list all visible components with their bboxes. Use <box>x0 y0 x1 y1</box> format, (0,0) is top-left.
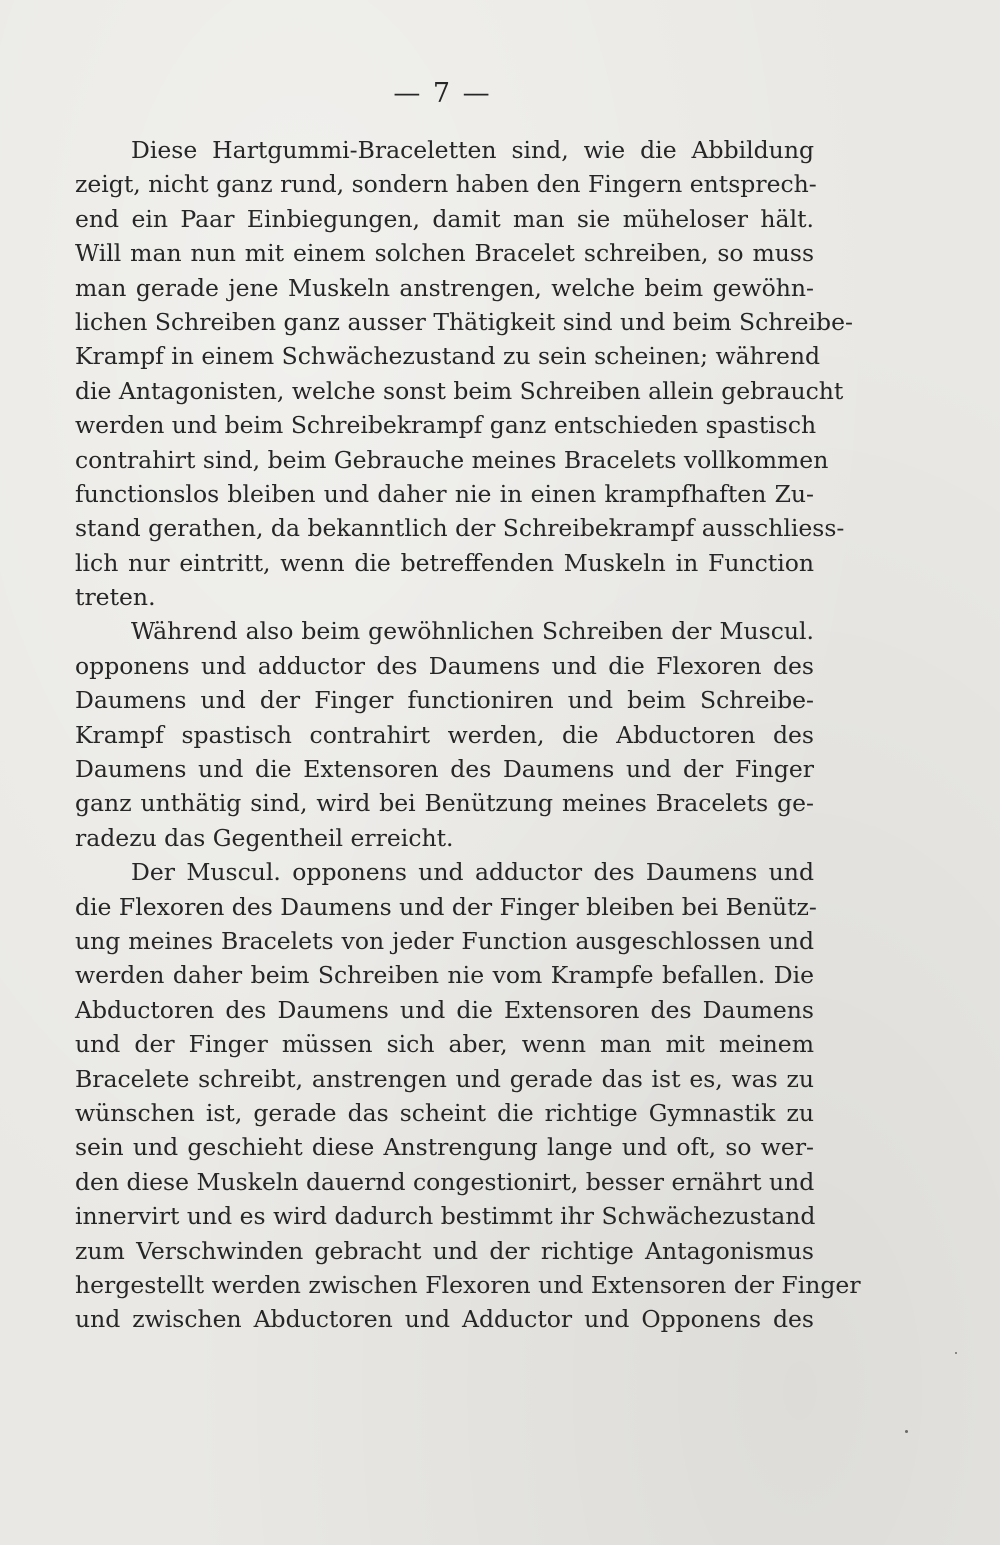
text-line: ganz unthätig sind, wird bei Benützung meines Bracelets ge- <box>75 789 814 818</box>
page-number: — 7 — <box>393 78 492 109</box>
text-line: sein und geschieht diese Anstrengung lange und oft, so wer- <box>75 1133 814 1162</box>
text-line: und zwischen Abductoren und Adductor und Opponens des <box>75 1305 814 1334</box>
text-line: Krampf spastisch contrahirt werden, die Abductoren des <box>75 720 814 749</box>
text-line: werden und beim Schreibekrampf ganz entschieden spastisch <box>75 411 817 440</box>
paper-speck <box>905 1430 908 1433</box>
text-line: zeigt, nicht ganz rund, sondern haben den Fingern entsprech- <box>75 170 817 199</box>
text-line: contrahirt sind, beim Gebrauche meines Bracelets vollkommen <box>75 445 829 474</box>
text-line: zum Verschwinden gebracht und der richtige Antagonismus <box>75 1236 814 1265</box>
text-line: hergestellt werden zwischen Flexoren und Extensoren der Finger <box>75 1270 861 1299</box>
text-line: lichen Schreiben ganz ausser Thätigkeit sind und beim Schreibe- <box>75 307 853 336</box>
text-line: und der Finger müssen sich aber, wenn man mit meinem <box>75 1030 814 1059</box>
text-line: radezu das Gegentheil erreicht. <box>75 823 454 852</box>
text-line: innervirt und es wird dadurch bestimmt ihr Schwächezustand <box>75 1202 816 1231</box>
text-line: die Flexoren des Daumens und der Finger bleiben bei Benütz- <box>75 892 817 921</box>
paragraph <box>75 614 814 855</box>
paragraph <box>75 855 861 1336</box>
text-line: opponens und adductor des Daumens und die Flexoren des <box>75 651 814 680</box>
text-line: Will man nun mit einem solchen Bracelet schreiben, so muss <box>75 239 814 268</box>
text-line: Abductoren des Daumens und die Extensoren des Daumens <box>75 995 814 1024</box>
text-line: Diese Hartgummi-Braceletten sind, wie die Abbildung <box>131 136 814 164</box>
paper-speck <box>955 1352 957 1354</box>
text-line: werden daher beim Schreiben nie vom Krampfe befallen. Die <box>75 961 814 990</box>
text-line: treten. <box>75 583 156 612</box>
text-line: wünschen ist, gerade das scheint die richtige Gymnastik zu <box>75 1098 814 1127</box>
body-text <box>75 133 861 1337</box>
text-line: Krampf in einem Schwächezustand zu sein scheinen; während <box>75 342 821 371</box>
text-line: Während also beim gewöhnlichen Schreiben der Muscul. <box>131 617 814 646</box>
text-line: stand gerathen, da bekanntlich der Schreibekrampf ausschliess- <box>75 514 845 543</box>
text-line: lich nur eintritt, wenn die betreffenden Muskeln in Function <box>75 548 814 577</box>
text-line: Daumens und der Finger functioniren und beim Schreibe- <box>75 686 814 715</box>
text-line: ung meines Bracelets von jeder Function ausgeschlossen und <box>75 926 814 955</box>
text-line: Der Muscul. opponens und adductor des Daumens und <box>131 858 814 887</box>
paragraph <box>75 133 853 614</box>
text-line: den diese Muskeln dauernd congestionirt, besser ernährt und <box>75 1167 815 1196</box>
text-line: Bracelete schreibt, anstrengen und gerade das ist es, was zu <box>75 1064 814 1093</box>
text-line: die Antagonisten, welche sonst beim Schreiben allein gebraucht <box>75 376 844 405</box>
text-line: Daumens und die Extensoren des Daumens und der Finger <box>75 755 814 784</box>
text-line: man gerade jene Muskeln anstrengen, welche beim gewöhn- <box>75 273 814 302</box>
text-line: end ein Paar Einbiegungen, damit man sie müheloser hält. <box>75 204 814 233</box>
text-line: functionslos bleiben und daher nie in einen krampfhaften Zu- <box>75 479 814 508</box>
